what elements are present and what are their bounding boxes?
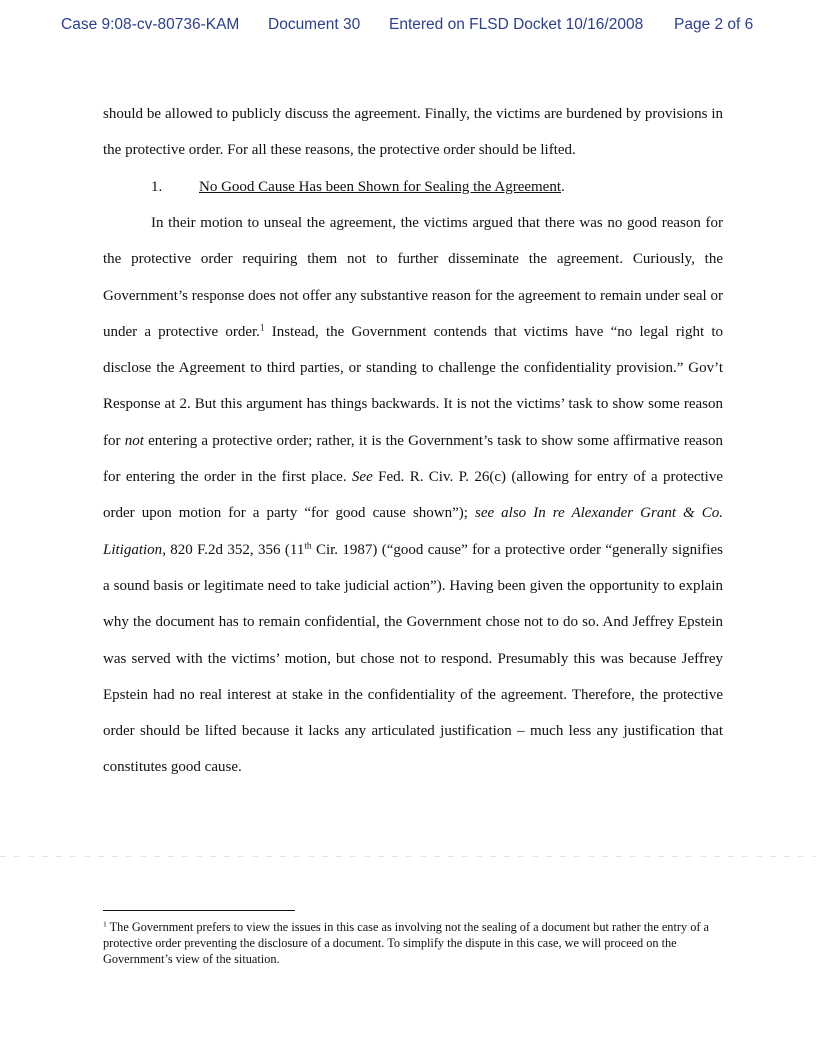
docket-header	[61, 16, 761, 38]
header-docket-entry: Entered on FLSD Docket 10/16/2008	[389, 16, 644, 33]
main-text-3: entering a protective order; rather, it is the Government’s task to show some affirmative reason for entering the order in the first place.	[103, 432, 723, 486]
main-text-1: In their motion to unseal the agreement, the victims argued that there was no good reason for the protective order requiring them not to further disseminate the agreement. Curiously, the Government’s response does not offer any substantive reason for the agreement to remain under seal or under a protective order.	[103, 215, 723, 340]
scan-artifact-line	[0, 856, 816, 857]
footnote-reference: 1	[259, 323, 265, 334]
main-text-4: Fed. R. Civ. P. 26(c) (allowing for entry of a protective order upon motion for a party “for good cause shown”);	[103, 469, 724, 522]
footnote-separator	[103, 910, 295, 911]
header-case-number: Case 9:08-cv-80736-KAM	[61, 16, 240, 33]
main-text-5: , 820 F.2d 352, 356 (11	[162, 541, 305, 558]
continued-paragraph-text: should be allowed to publicly discuss the agreement. Finally, the victims are burdened by provisions in the protective order. For all these reasons, the protective order should be lifted.	[103, 106, 723, 159]
main-text-6: Cir. 1987) (“good cause” for a protective order “generally signifies a sound basis or legitimate need to take judicial action”). Having been given the opportunity to explain why the document has to remain confidential, the Government chose not to do so. And Jeffrey Epstein was served with the victims’ motion, but chose not to respond. Presumably this was because Jeffrey Epstein had no real interest at stake in the confidentiality of the agreement. Therefore, the protective order should be lifted because it lacks any articulated justification – much less any justification that constitutes good cause.	[103, 541, 723, 776]
section-heading	[151, 169, 711, 205]
footnote-text: The Government prefers to view the issues in this case as involving not the sealing of a document but rather the entry of a protective order preventing the disclosure of a document. To simplify the dispute in this case, we will proceed on the Government’s view of the situation.	[103, 920, 709, 966]
section-title: No Good Cause Has been Shown for Sealing the Agreement	[199, 179, 562, 195]
footnote	[103, 919, 715, 967]
ordinal-suffix: th	[304, 541, 312, 552]
citation-signal-see: See	[351, 469, 373, 486]
case-citation: see also In re Alexander Grant & Co. Litigation	[103, 505, 723, 558]
main-text-2: Instead, the Government contends that victims have “no legal right to disclose the Agreement to third parties, or standing to challenge the confidentiality provision.” Gov’t Response at 2. But this argument has things backwards. It is not the victims’ task to show some reason for	[103, 323, 723, 449]
emphasis-not: not	[124, 432, 144, 449]
main-paragraph	[103, 205, 723, 786]
header-page-number: Page 2 of 6	[674, 16, 754, 33]
section-title-period: .	[561, 179, 565, 195]
footnote-number: 1	[103, 919, 107, 929]
section-number: 1.	[151, 179, 163, 195]
continued-paragraph	[103, 96, 723, 169]
header-document-number: Document 30	[268, 16, 361, 33]
